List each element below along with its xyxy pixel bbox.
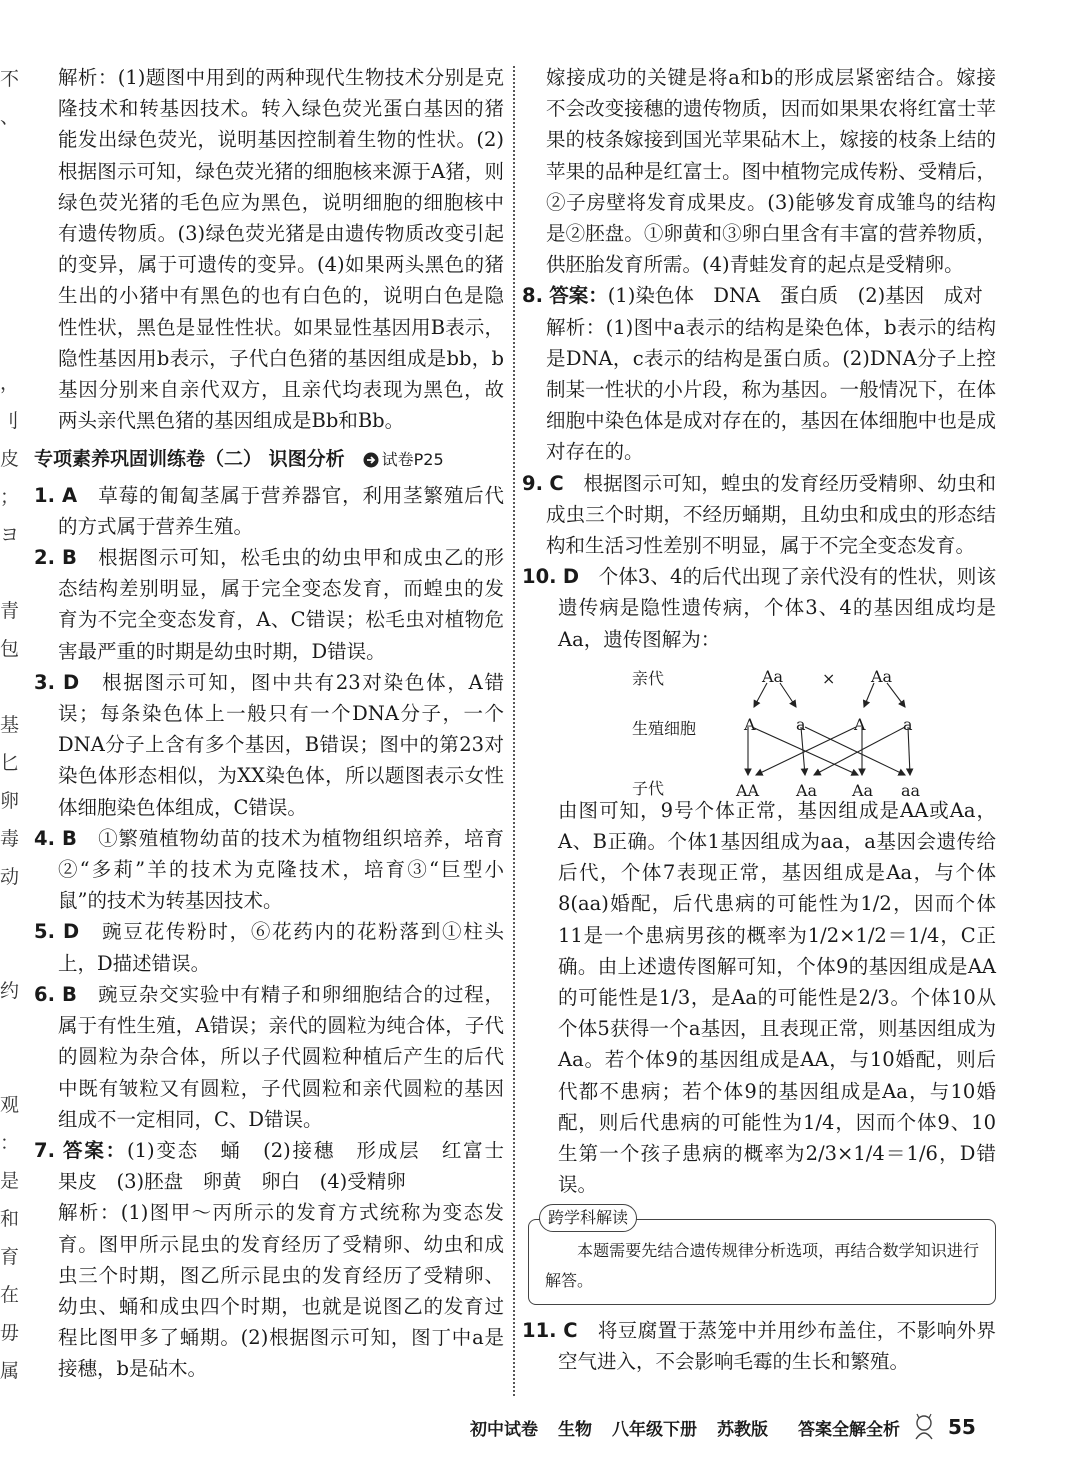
answer-label: 答案： xyxy=(549,284,608,308)
question-10-analysis: 由图可知，9号个体正常，基因组成是AA或Aa，A、B正确。个体1基因组成为aa，a基因会遗传给后代，个体7表现正常，基因组成是Aa，与个体8(aa)婚配，后代患病的可能性为1/2，因而个体11是一个患病男孩的概率为1/2×1/2＝1/4，C正确。由上述遗传图解可知，个体9的基因组成是AA的可能性是1/3，是Aa的可能性是2/3。个体10从个体5获得一个a基因，且表现正常，则基因组成为Aa。若个体9的基因组成是AA，与10婚配，则后代都不患病；若个体9的基因组成是Aa，与10婚配，则后代患病的可能性为1/4，因而个体9、10生第一个孩子患病的概率为2/3×1/4＝1/6，D错误。 xyxy=(558,798,996,1197)
edge-char: 青 xyxy=(0,600,20,622)
question-number: 1. xyxy=(34,483,55,507)
interdisciplinary-note xyxy=(528,1207,996,1305)
prev-question-analysis: 解析：(1)题图中用到的两种现代生物技术分别是克隆技术和转基因技术。转入绿色荧光蛋白基因的猪能发出绿色荧光，说明基因控制着生物的性状。(2)根据图示可知，绿色荧光猪的细胞核来源于A猪，则绿色荧光猪的毛色应为黑色，说明细胞的细胞核中有遗传物质。(3)绿色荧光猪是由遗传物质改变引起的变异，属于可遗传的变异。(4)如果两头黑色的猪生出的小猪中有黑色的也有白色的，说明白色是隐性性状，黑色是显性性状。如果显性基因用B表示，隐性基因用b表示，子代白色猪的基因组成是bb，b基因分别来自亲代双方，且亲代均表现为黑色，故两头亲代黑色猪的基因组成是Bb和Bb。 xyxy=(58,66,504,433)
footer-edition: 苏教版 xyxy=(717,1419,768,1440)
edge-char xyxy=(0,288,22,326)
edge-char xyxy=(0,1048,22,1086)
page-number: 55 xyxy=(948,1415,976,1439)
question-number: 2. xyxy=(34,546,55,570)
question-5 xyxy=(34,916,504,978)
question-text: 将豆腐置于蒸笼中并用纱布盖住，不影响外界空气进入，不会影响毛霉的生长和繁殖。 xyxy=(558,1318,996,1373)
question-text: 草莓的匍匐茎属于营养器官，利用茎繁殖后代的方式属于营养生殖。 xyxy=(58,483,504,538)
question-10 xyxy=(522,561,996,655)
question-text: 豌豆花传粉时，⑥花药内的花粉落到①柱头上，D描述错误。 xyxy=(58,920,504,975)
mascot-icon xyxy=(910,1413,938,1441)
section-ref-text: 试卷P25 xyxy=(381,450,444,470)
edge-char xyxy=(0,1010,22,1048)
question-1 xyxy=(34,480,504,542)
label-offspring: 子代 xyxy=(632,778,665,798)
answer-letter: B xyxy=(62,826,77,850)
edge-char: 约 xyxy=(0,980,20,1002)
edge-char: ヨ xyxy=(0,524,20,546)
offspring-Aa-1: Aa xyxy=(796,780,818,800)
question-4 xyxy=(34,823,504,917)
edge-char: 基 xyxy=(0,714,20,736)
edge-char: ； xyxy=(0,486,20,508)
parent-1-genotype: Aa xyxy=(762,666,784,686)
question-text: 根据图示可知，蝗虫的发育经历受精卵、幼虫和成虫三个时期，不经历蛹期，且幼虫和成虫的形态结构和生活习性差别不明显，属于不完全变态发育。 xyxy=(546,471,996,558)
edge-char: ， xyxy=(0,372,20,394)
gamete-a-1: a xyxy=(796,714,806,734)
edge-char xyxy=(0,554,22,592)
answer-letter: D xyxy=(62,670,80,694)
cross-arrows xyxy=(522,655,996,795)
answer-letter: D xyxy=(562,565,580,589)
edge-char: 在 xyxy=(0,1284,20,1306)
parent-2-genotype: Aa xyxy=(871,666,893,686)
question-11 xyxy=(522,1315,996,1377)
question-2 xyxy=(34,542,504,667)
question-7-analysis: 解析：(1)图甲～丙所示的发育方式统称为变态发育。图甲所示昆虫的发育经历了受精卵、幼虫和成虫三个时期，图乙所示昆虫的发育经历了受精卵、幼虫、蛹和成虫四个时期，也就是说图乙的发育过程比图甲多了蛹期。(2)根据图示可知，图丁中a是接穗，b是砧木。 xyxy=(58,1201,504,1381)
edge-char: 包 xyxy=(0,638,20,660)
question-7-answer xyxy=(34,1135,524,1197)
edge-char: 和 xyxy=(0,1208,20,1230)
question-number: 3. xyxy=(34,670,55,694)
answer-letter: C xyxy=(563,1318,578,1342)
question-text: 豌豆杂交实验中有精子和卵细胞结合的过程，属于有性生殖，A错误；亲代的圆粒为纯合体，子代的圆粒为杂合体，所以子代圆粒种植后产生的后代中既有皱粒又有圆粒，子代圆粒和亲代圆粒的基因组成不一定相同，C、D错误。 xyxy=(58,982,504,1131)
edge-char: 毋 xyxy=(0,1322,20,1344)
edge-char xyxy=(0,212,22,250)
footer-subject: 生物 xyxy=(558,1419,592,1440)
edge-char xyxy=(0,174,22,212)
question-3 xyxy=(34,667,504,823)
question-number: 10. xyxy=(522,565,557,589)
gamete-a-2: a xyxy=(903,714,913,734)
left-edge-cropped-text xyxy=(0,60,22,1400)
edge-char: 育 xyxy=(0,1246,20,1268)
question-number: 11. xyxy=(522,1318,557,1342)
edge-char xyxy=(0,934,22,972)
question-number: 8. xyxy=(522,284,543,308)
answer-text: (1)变态 蛹 (2)接穗 形成层 红富士 果皮 (3)胚盘 卵黄 卵白 (4)受精卵 xyxy=(58,1138,524,1194)
question-text: 根据图示可知，松毛虫的幼虫甲和成虫乙的形态结构差别明显，属于完全变态发育，而蝗虫的发育为不完全变态发育，A、C错误；松毛虫对植物危害最严重的时期是幼虫时期，D错误。 xyxy=(58,546,504,663)
section-title: 专项素养巩固训练卷（二） 识图分析 xyxy=(34,448,345,471)
edge-char: 卵 xyxy=(0,790,20,812)
section-header xyxy=(34,444,504,475)
question-text: 根据图示可知，图中共有23对染色体，A错误；每条染色体上一般只有一个DNA分子，一个DNA分子上含有多个基因，B错误；图中的第23对染色体形态相似，为XX染色体，所以题图表示女性体细胞染色体组成，C错误。 xyxy=(58,670,504,819)
question-number: 7. xyxy=(34,1138,55,1162)
column-separator xyxy=(513,66,515,1396)
edge-char: 不 xyxy=(0,68,20,90)
answer-label: 答案： xyxy=(63,1138,127,1162)
question-8-answer xyxy=(522,280,996,311)
question-9 xyxy=(522,468,996,562)
edge-char: 是 xyxy=(0,1170,20,1192)
footer-series: 初中试卷 xyxy=(470,1419,538,1440)
edge-char: 动 xyxy=(0,866,20,888)
answer-letter: D xyxy=(62,920,80,944)
edge-char: 毒 xyxy=(0,828,20,850)
question-number: 9. xyxy=(522,471,543,495)
footer-tagline: 答案全解全析 xyxy=(798,1419,900,1440)
answer-letter: C xyxy=(549,471,564,495)
answer-letter: B xyxy=(62,546,77,570)
left-column xyxy=(34,62,524,1385)
edge-char: 刂 xyxy=(0,410,20,432)
edge-char: 、 xyxy=(0,106,20,128)
question-7-analysis-cont: 嫁接成功的关键是将a和b的形成层紧密结合。嫁接不会改变接穗的遗传物质，因而如果果农将红富士苹果的枝条嫁接到国光苹果砧木上，嫁接的枝条上结的苹果的品种是红富士。图中植物完成传粉、受精后，②子房壁将发育成果皮。(3)能够发育成雏鸟的结构是②胚盘。①卵黄和③卵白里含有丰富的营养物质，供胚胎发育所需。(4)青蛙发育的起点是受精卵。 xyxy=(546,66,996,277)
edge-char xyxy=(0,326,22,364)
page-footer xyxy=(470,1412,1030,1442)
question-number: 4. xyxy=(34,826,55,850)
question-6 xyxy=(34,979,504,1135)
question-text: 个体3、4的后代出现了亲代没有的性状，则该遗传病是隐性遗传病，个体3、4的基因组成均是Aa，遗传图解为： xyxy=(558,565,996,651)
offspring-Aa-2: Aa xyxy=(852,780,874,800)
question-8-analysis: 解析：(1)图中a表示的结构是染色体，b表示的结构是DNA，c表示的结构是蛋白质。(2)DNA分子上控制某一性状的小片段，称为基因。一般情况下，在体细胞中染色体是成对存在的，基因在体细胞中也是成对存在的。 xyxy=(546,315,996,464)
gamete-A-2: A xyxy=(854,714,866,734)
footer-grade: 八年级下册 xyxy=(612,1419,697,1440)
answer-text: (1)染色体 DNA 蛋白质 (2)基因 成对 xyxy=(607,284,983,308)
edge-char: 属 xyxy=(0,1360,20,1382)
edge-char xyxy=(0,668,22,706)
gamete-A-1: A xyxy=(744,714,756,734)
edge-char: ： xyxy=(0,1132,20,1154)
right-column xyxy=(522,62,996,1377)
label-parents: 亲代 xyxy=(632,668,665,688)
question-number: 5. xyxy=(34,920,55,944)
answer-letter: B xyxy=(62,982,77,1006)
edge-char xyxy=(0,136,22,174)
edge-char: 观 xyxy=(0,1094,20,1116)
answer-letter: A xyxy=(62,483,78,507)
genetic-cross-diagram xyxy=(522,655,996,800)
arrow-circle-icon xyxy=(363,452,379,468)
cross-symbol: × xyxy=(822,668,836,688)
edge-char: 匕 xyxy=(0,752,20,774)
offspring-aa: aa xyxy=(901,780,921,800)
edge-char: 皮 xyxy=(0,448,20,470)
edge-char xyxy=(0,896,22,934)
note-tag: 跨学科解读 xyxy=(539,1204,637,1232)
question-number: 6. xyxy=(34,982,55,1006)
offspring-AA: AA xyxy=(736,780,760,800)
section-ref xyxy=(363,444,444,475)
question-text: ①繁殖植物幼苗的技术为植物组织培养，培育②“多莉”羊的技术为克隆技术，培育③“巨型小鼠”的技术为转基因技术。 xyxy=(58,826,504,913)
note-text: 本题需要先结合遗传规律分析选项，再结合数学知识进行解答。 xyxy=(545,1240,979,1290)
edge-char xyxy=(0,250,22,288)
label-gametes: 生殖细胞 xyxy=(632,718,697,738)
